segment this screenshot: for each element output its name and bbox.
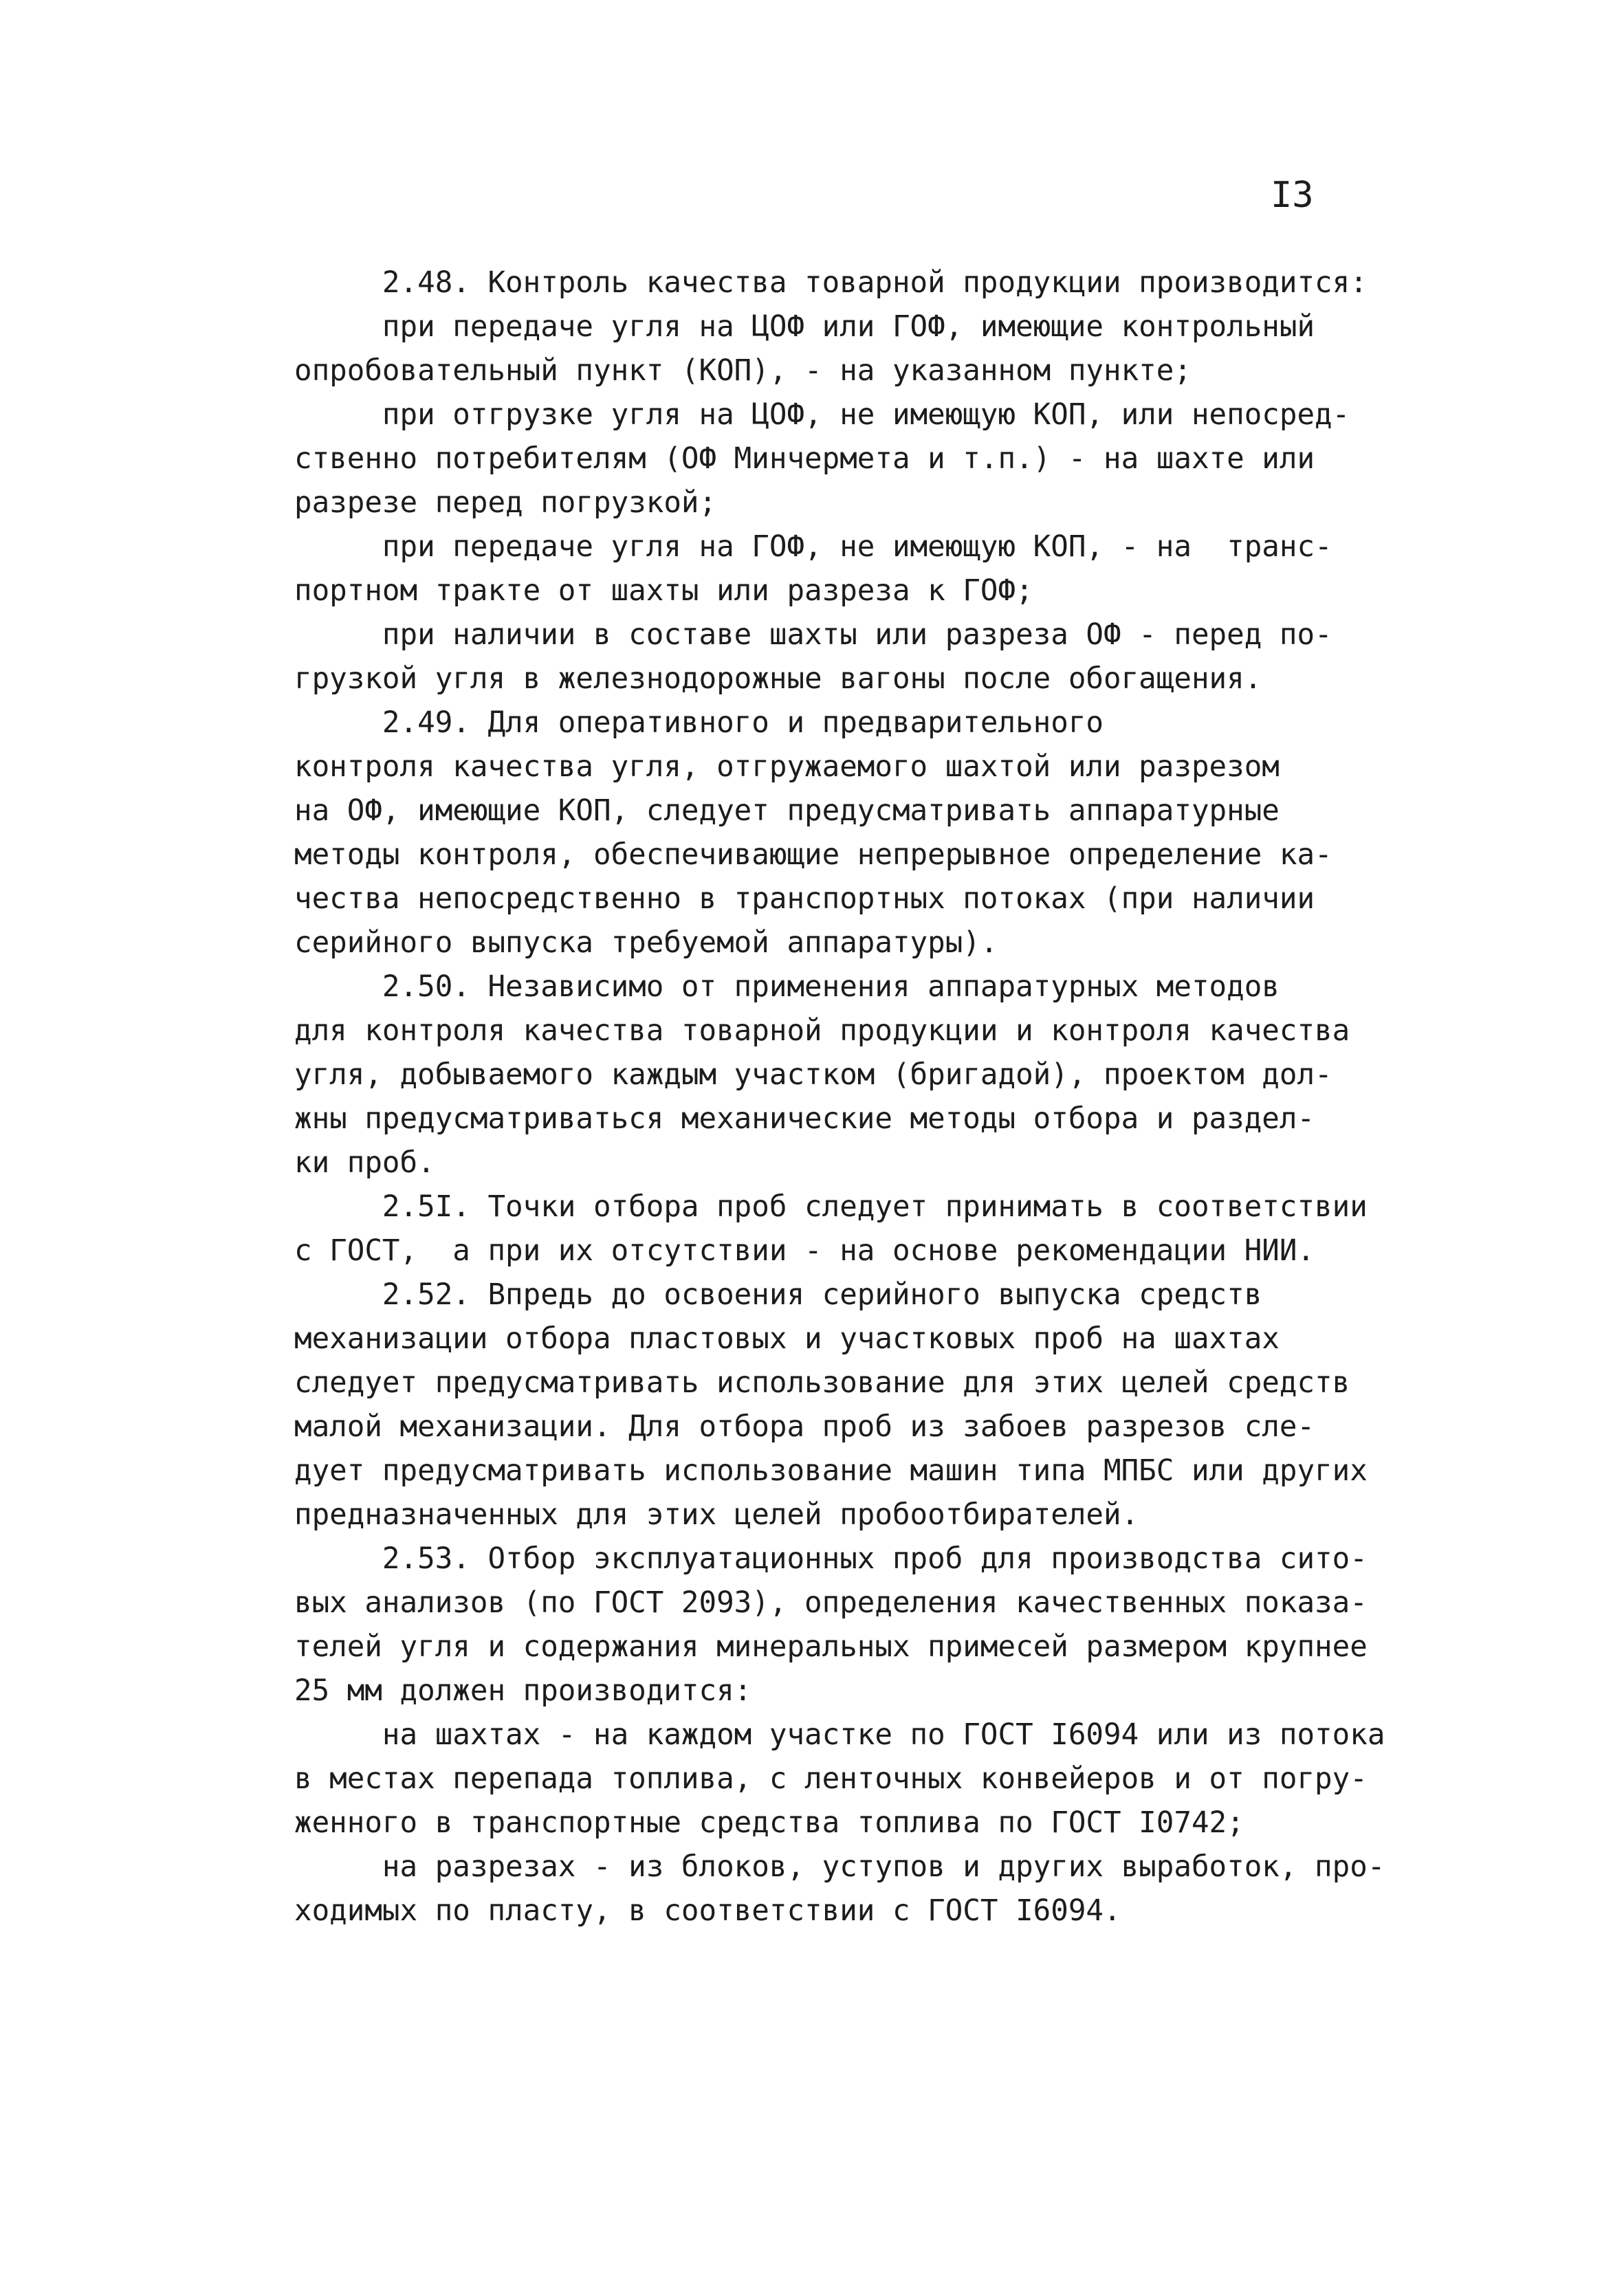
text-line: ственно потребителям (ОФ Минчермета и т.п.) - на шахте или <box>294 442 1315 476</box>
text-line: 2.49. Для оперативного и предварительного <box>294 706 1104 740</box>
text-line: дует предусматривать использование машин типа МПБС или других <box>294 1454 1368 1488</box>
text-line: на разрезах - из блоков, уступов и других выработок, про- <box>294 1850 1385 1884</box>
text-line: опробовательный пункт (КОП), - на указанном пункте; <box>294 354 1192 388</box>
text-line: на шахтах - на каждом участке по ГОСТ I6094 или из потока <box>294 1718 1385 1752</box>
text-line: серийного выпуска требуемой аппаратуры). <box>294 926 998 960</box>
text-line: в местах перепада топлива, с ленточных конвейеров и от погру- <box>294 1762 1368 1796</box>
text-line: разрезе перед погрузкой; <box>294 486 717 520</box>
text-line: механизации отбора пластовых и участковых проб на шахтах <box>294 1322 1280 1356</box>
text-line: жны предусматриваться механические методы отбора и раздел- <box>294 1102 1315 1136</box>
text-line: 2.5I. Точки отбора проб следует принимать в соответствии <box>294 1190 1368 1224</box>
text-line: контроля качества угля, отгружаемого шахтой или разрезом <box>294 750 1280 784</box>
text-line: портном тракте от шахты или разреза к ГОФ; <box>294 574 1033 608</box>
text-line: при наличии в составе шахты или разреза ОФ - перед по- <box>294 618 1332 652</box>
text-line: 2.50. Независимо от применения аппаратурных методов <box>294 970 1280 1004</box>
page-number: I3 <box>1271 175 1314 216</box>
text-line: следует предусматривать использование для этих целей средств <box>294 1366 1350 1400</box>
text-line: 2.53. Отбор эксплуатационных проб для производства сито- <box>294 1542 1368 1576</box>
text-line: телей угля и содержания минеральных примесей размером крупнее <box>294 1630 1368 1664</box>
text-line: ходимых по пласту, в соответствии с ГОСТ I6094. <box>294 1894 1121 1928</box>
text-line: чества непосредственно в транспортных потоках (при наличии <box>294 882 1315 916</box>
text-line: вых анализов (по ГОСТ 2093), определения качественных показа- <box>294 1586 1368 1620</box>
text-line: малой механизации. Для отбора проб из забоев разрезов сле- <box>294 1410 1315 1444</box>
text-line: 2.48. Контроль качества товарной продукции производится: <box>294 266 1368 300</box>
text-line: предназначенных для этих целей пробоотбирателей. <box>294 1498 1139 1532</box>
text-line: при отгрузке угля на ЦОФ, не имеющую КОП, или непосред- <box>294 398 1350 432</box>
text-line: ки проб. <box>294 1146 435 1180</box>
text-line: грузкой угля в железнодорожные вагоны после обогащения. <box>294 662 1262 696</box>
text-line: для контроля качества товарной продукции и контроля качества <box>294 1014 1350 1048</box>
text-line: 25 мм должен производится: <box>294 1674 752 1708</box>
text-line: 2.52. Впредь до освоения серийного выпуска средств <box>294 1278 1262 1312</box>
document-body <box>294 261 1422 1933</box>
text-line: с ГОСТ, а при их отсутствии - на основе рекомендации НИИ. <box>294 1234 1315 1268</box>
text-line: на ОФ, имеющие КОП, следует предусматривать аппаратурные <box>294 794 1280 828</box>
text-line: женного в транспортные средства топлива по ГОСТ I0742; <box>294 1806 1244 1840</box>
text-line: угля, добываемого каждым участком (бригадой), проектом дол- <box>294 1058 1332 1092</box>
text-line: при передаче угля на ЦОФ или ГОФ, имеющие контрольный <box>294 310 1315 344</box>
text-line: при передаче угля на ГОФ, не имеющую КОП, - на транс- <box>294 530 1332 564</box>
text-line: методы контроля, обеспечивающие непрерывное определение ка- <box>294 838 1332 872</box>
